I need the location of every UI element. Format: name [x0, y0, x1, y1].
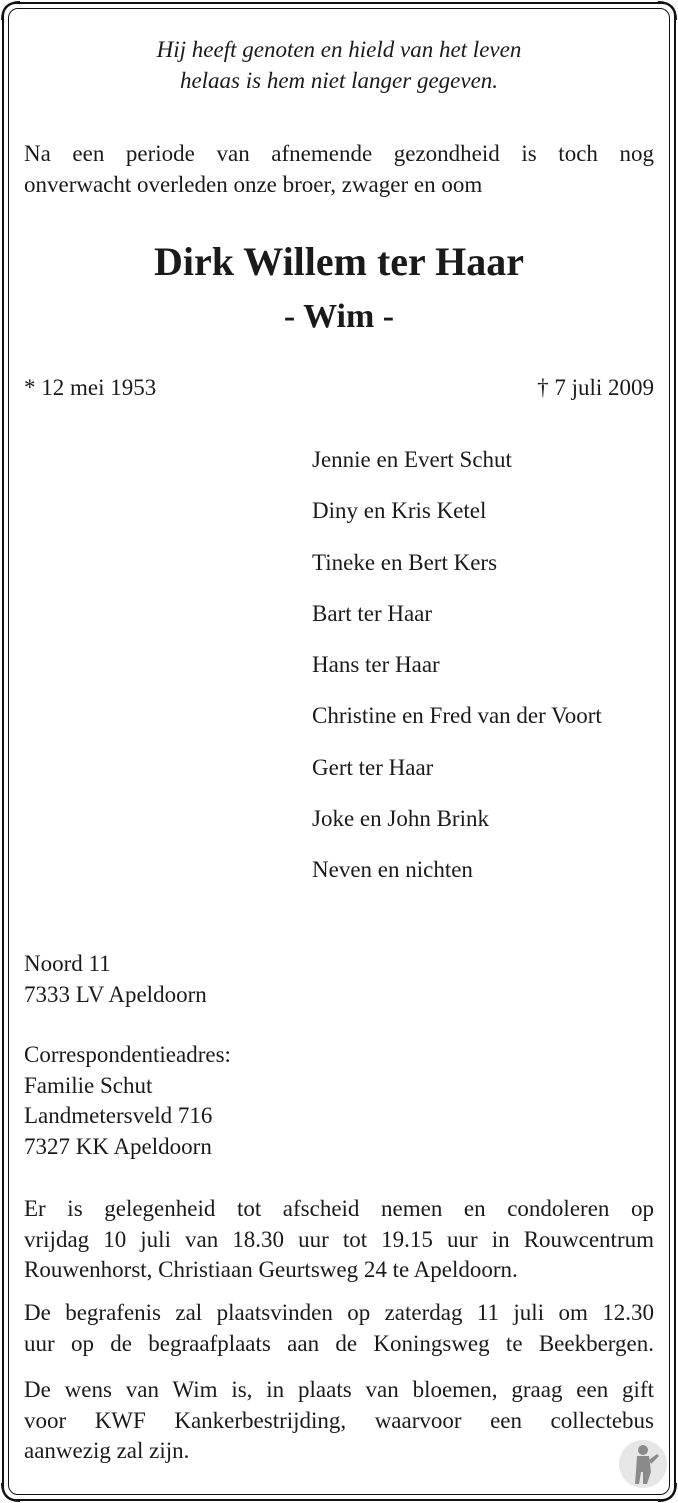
life-dates: [24, 372, 654, 404]
correspondence-street: Landmetersveld 716: [24, 1103, 213, 1128]
paragraph-line: voor KWF Kankerbestrijding, waarvoor een collectebus: [24, 1407, 654, 1433]
family-member: Christine en Fred van der Voort: [312, 703, 602, 729]
family-member: Diny en Kris Ketel: [312, 498, 487, 524]
poem-line: Hij heeft genoten en hield van het leven: [156, 37, 522, 62]
paragraph-line: aanwezig zal zijn.: [24, 1438, 190, 1463]
paragraph-line: Er is gelegenheid tot afscheid nemen en condoleren op: [24, 1196, 654, 1221]
kwf-watermark-logo-icon: [617, 1438, 669, 1490]
deceased-name: Dirk Willem ter Haar: [154, 239, 524, 284]
family-member: Joke en John Brink: [312, 806, 489, 832]
correspondence-city: 7327 KK Apeldoorn: [24, 1133, 212, 1159]
home-address: [24, 948, 654, 1010]
family-member: Neven en nichten: [312, 857, 473, 883]
corner-ornament-icon: [0, 1481, 22, 1503]
family-member: Jennie en Evert Schut: [312, 447, 512, 472]
death-date: † 7 juli 2009: [537, 375, 654, 400]
corner-ornament-icon: [656, 0, 678, 22]
poem-line: helaas is hem niet langer gegeven.: [179, 68, 499, 93]
wish-paragraph: [24, 1375, 654, 1467]
corner-ornament-icon: [0, 0, 22, 22]
paragraph-line: De wens van Wim is, in plaats van bloemen, graag een gift: [24, 1377, 654, 1402]
paragraph-line: De begrafenis zal plaatsvinden op zaterdag 11 juli om 12.30: [24, 1300, 654, 1325]
correspondence-name: Familie Schut: [24, 1072, 153, 1098]
family-list: [312, 444, 602, 906]
paragraph-line: Rouwenhorst, Christiaan Geurtsweg 24 te Apeldoorn.: [24, 1257, 518, 1282]
family-member: Bart ter Haar: [312, 600, 433, 626]
family-member: Tineke en Bert Kers: [312, 549, 498, 575]
paragraph-line: uur op de begraafplaats aan de Koningsweg te Beekbergen.: [24, 1330, 654, 1356]
correspondence-address: [24, 1040, 654, 1162]
condolence-paragraph: [24, 1194, 654, 1286]
announcement-intro: [24, 138, 654, 200]
correspondence-heading: Correspondentieadres:: [24, 1042, 231, 1067]
birth-date: * 12 mei 1953: [24, 375, 157, 400]
family-member: Gert ter Haar: [312, 754, 434, 780]
paragraph-line: vrijdag 10 juli van 18.30 uur tot 19.15 uur in Rouwcentrum: [24, 1226, 654, 1252]
family-member: Hans ter Haar: [312, 652, 440, 678]
deceased-nickname: - Wim -: [283, 298, 395, 335]
address-city: 7333 LV Apeldoorn: [24, 982, 207, 1007]
address-street: Noord 11: [24, 951, 111, 976]
intro-line: onverwacht overleden onze broer, zwager en oom: [24, 172, 483, 197]
memorial-poem: [24, 34, 654, 96]
intro-line: Na een periode van afnemende gezondheid is toch nog: [24, 141, 654, 166]
funeral-paragraph: [24, 1298, 654, 1359]
